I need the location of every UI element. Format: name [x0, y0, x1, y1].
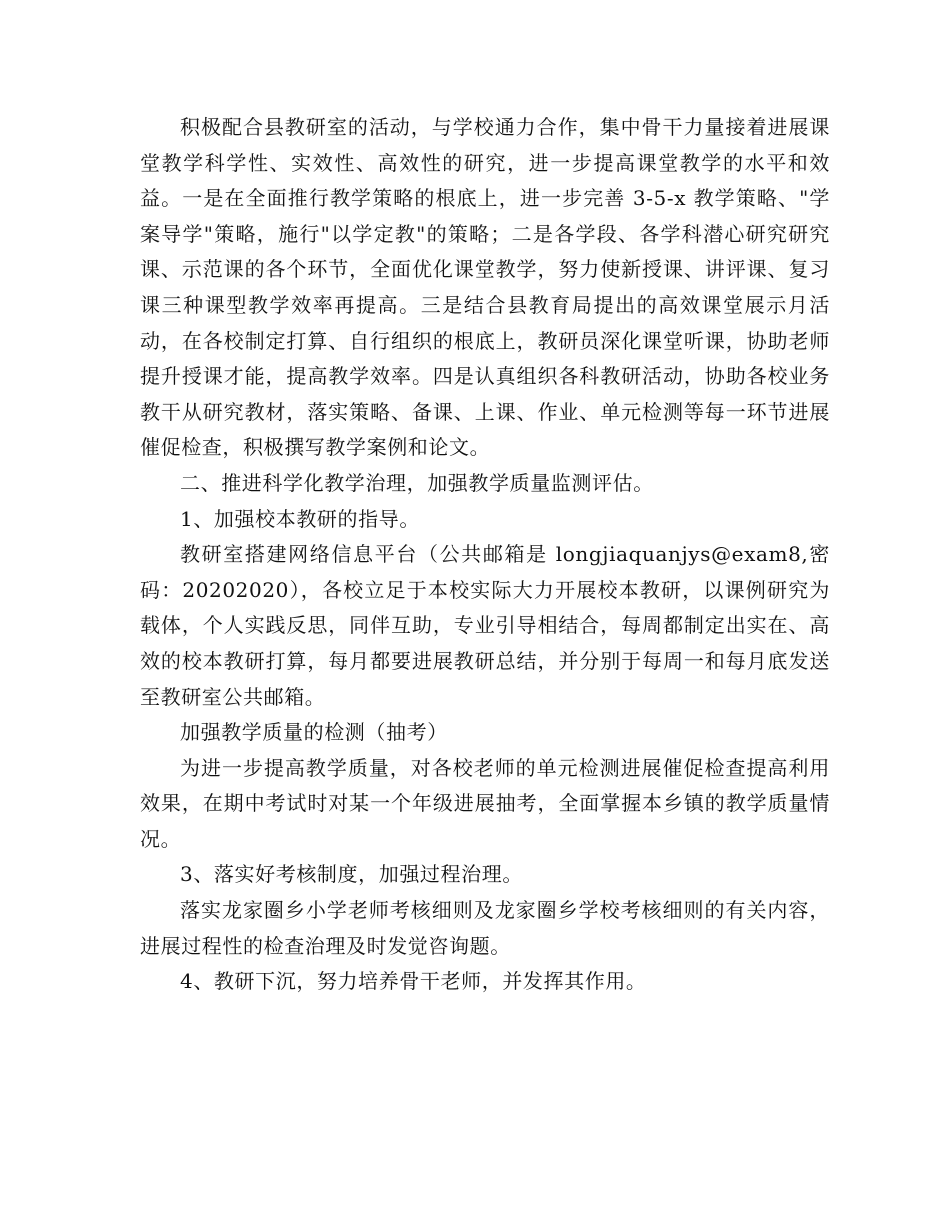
document-body: [140, 110, 830, 1000]
subheading-assessment-system: 3、落实好考核制度，加强过程治理。: [180, 862, 523, 887]
subheading-quality-testing: 加强教学质量的检测（抽考）: [180, 720, 448, 745]
paragraph-teaching-research: 积极配合县教研室的活动，与学校通力合作，集中骨干力量接着进展课堂教学科学性、实效性、高效性的研究，进一步提高课堂教学的水平和效益。一是在全面推行教学策略的根底上，进一步完善 3-5-x 教学策略、"学案导学"策略，施行"以学定教"的策略；二是各学段、各学科潜心研究研究课、示范课的各个环节，全面优化课堂教学，努力使新授课、讲评课、复习课三种课型教学效率再提高。三是结合县教育局提出的高效课堂展示月活动，在各校制定打算、自行组织的根底上，教研员深化课堂听课，协助老师提升授课才能，提高教学效率。四是认真组织各科教研活动，协助各校业务教干从研究教材，落实策略、备课、上课、作业、单元检测等每一环节进展催促检查，积极撰写教学案例和论文。: [140, 115, 830, 460]
paragraph-assessment-system: 落实龙家圈乡小学老师考核细则及龙家圈乡学校考核细则的有关内容，进展过程性的检查治理及时发觉咨询题。: [140, 898, 830, 958]
paragraph-network-platform: 教研室搭建网络信息平台（公共邮箱是 longjiaquanjys@exam8,密码：20202020），各校立足于本校实际大力开展校本教研，以课例研究为载体，个人实践反思，同伴互助，专业引导相结合，每周都制定出实在、高效的校本教研打算，每月都要进展教研总结，并分别于每周一和每月底发送至教研室公共邮箱。: [140, 542, 830, 709]
section-heading-two: 二、推进科学化教学治理，加强教学质量监测评估。: [180, 470, 654, 495]
subheading-research-sinking: 4、教研下沉，努力培养骨干老师，并发挥其作用。: [180, 969, 647, 994]
paragraph-quality-testing: 为进一步提高教学质量，对各校老师的单元检测进展催促检查提高利用效果，在期中考试时对某一个年级进展抽考，全面掌握本乡镇的教学质量情况。: [140, 755, 830, 851]
subheading-school-research: 1、加强校本教研的指导。: [180, 506, 420, 531]
